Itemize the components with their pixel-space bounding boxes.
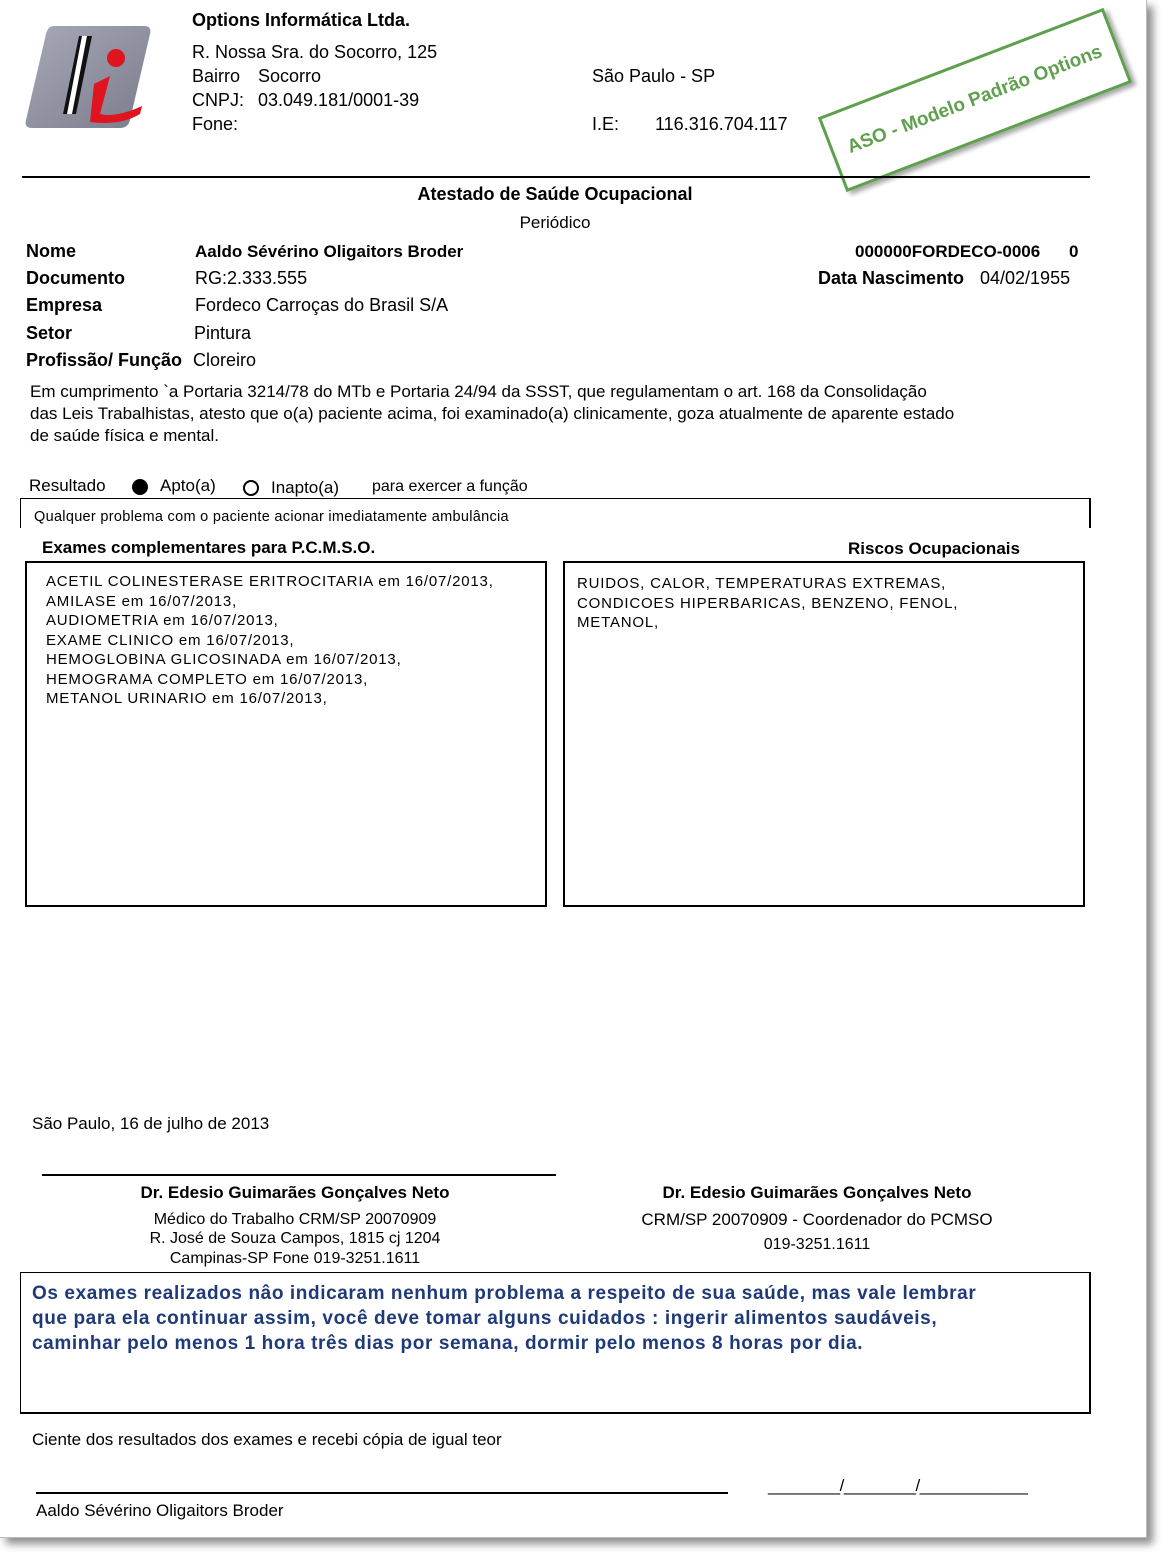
company-name: Options Informática Ltda. [192, 10, 411, 30]
legal-paragraph-line: das Leis Trabalhistas, atesto que o(a) paciente acima, foi examinado(a) clinicamente, goza atualmente de aparente estado [30, 404, 955, 423]
result-suffix: para exercer a função [372, 478, 528, 495]
note-text: Qualquer problema com o paciente acionar imediatamente ambulância [34, 509, 509, 525]
patient-signature-name: Aaldo Sévérino Oligaitors Broder [36, 1501, 284, 1520]
exam-item: EXAME CLINICO em 16/07/2013, [46, 631, 295, 649]
exam-item: AUDIOMETRIA em 16/07/2013, [46, 612, 279, 629]
doctor-right-line2: 019-3251.1611 [763, 1236, 871, 1253]
model-stamp [818, 8, 1132, 192]
bairro-value: Socorro [258, 66, 322, 86]
cnpj-label: CNPJ: [192, 90, 245, 110]
legal-paragraph [30, 381, 1070, 447]
company-city: São Paulo - SP [592, 66, 716, 86]
header-divider [22, 176, 1090, 178]
ie-value: 116.316.704.117 [655, 114, 788, 134]
apto-radio[interactable] [132, 479, 148, 495]
patient-signature-line [36, 1492, 728, 1494]
documento-label: Documento [26, 268, 125, 288]
exam-item: HEMOGLOBINA GLICOSINADA em 16/07/2013, [46, 651, 402, 668]
document-code: 000000FORDECO-0006 [855, 242, 1041, 261]
fone-label: Fone: [192, 114, 239, 134]
observation-text [32, 1281, 1072, 1356]
apto-label: Apto(a) [160, 476, 216, 495]
risks-title: Riscos Ocupacionais [848, 539, 1020, 558]
doctor-right-name: Dr. Edesio Guimarães Gonçalves Neto [662, 1183, 972, 1202]
resultado-label: Resultado [29, 476, 106, 495]
exam-item: ACETIL COLINESTERASE ERITROCITARIA em 16/07/2013, [46, 573, 494, 590]
date-blank: ________/________/____________ [768, 1476, 1028, 1495]
doctor-left-line3: Campinas-SP Fone 019-3251.1611 [169, 1250, 421, 1267]
setor-label: Setor [26, 323, 73, 343]
risks-list [577, 574, 958, 633]
risk-line: CONDICOES HIPERBARICAS, BENZENO, FENOL, [577, 594, 959, 612]
place-date: São Paulo, 16 de julho de 2013 [32, 1114, 270, 1133]
exam-item: AMILASE em 16/07/2013, [46, 592, 238, 610]
exam-item: METANOL URINARIO em 16/07/2013, [46, 690, 328, 707]
company-logo [24, 22, 154, 132]
cnpj-value: 03.049.181/0001-39 [258, 90, 420, 110]
doctor-left-line2: R. José de Souza Campos, 1815 cj 1204 [149, 1230, 441, 1247]
funcao-value: Cloreiro [193, 350, 257, 370]
nome-label: Nome [26, 241, 77, 261]
doctor-left-line1: Médico do Trabalho CRM/SP 20070909 [153, 1211, 437, 1228]
risk-line: METANOL, [577, 614, 659, 631]
bairro-label: Bairro [192, 66, 241, 86]
nascimento-value: 04/02/1955 [980, 268, 1071, 288]
document-subtitle: Periódico [519, 213, 591, 232]
ie-label: I.E: [592, 114, 620, 134]
legal-paragraph-line: de saúde física e mental. [30, 426, 220, 445]
observation-line: caminhar pelo menos 1 hora três dias por semana, dormir pelo menos 8 horas por dia. [32, 1333, 864, 1354]
stamp-text: ASO - Modelo Padrão Options [844, 41, 1106, 158]
document-title: Atestado de Saúde Ocupacional [417, 184, 693, 204]
document-code-suffix: 0 [1069, 242, 1079, 261]
empresa-label: Empresa [26, 295, 103, 315]
nome-value: Aaldo Sévérino Oligaitors Broder [195, 242, 464, 261]
exams-list [46, 572, 494, 709]
inapto-radio[interactable] [243, 480, 259, 496]
empresa-value: Fordeco Carroças do Brasil S/A [195, 295, 449, 315]
documento-value: RG:2.333.555 [195, 268, 308, 288]
legal-paragraph-line: Em cumprimento `a Portaria 3214/78 do MTb e Portaria 24/94 da SSST, que regulamentam o art. 168 da Consolidação [30, 382, 927, 401]
nascimento-label: Data Nascimento [818, 268, 965, 288]
doctor-right-line1: CRM/SP 20070909 - Coordenador do PCMSO [641, 1210, 993, 1229]
risk-line: RUIDOS, CALOR, TEMPERATURAS EXTREMAS, [577, 575, 947, 592]
company-address: R. Nossa Sra. do Socorro, 125 [192, 42, 438, 62]
observation-line: Os exames realizados nâo indicaram nenhum problema a respeito de sua saúde, mas vale lembrar [32, 1283, 977, 1304]
exam-item: HEMOGRAMA COMPLETO em 16/07/2013, [46, 670, 369, 688]
doctor-signature-line [42, 1174, 556, 1176]
observation-line: que para ela continuar assim, você deve tomar alguns cuidados : ingerir alimentos saudáveis, [32, 1308, 938, 1329]
funcao-label: Profissão/ Função [26, 350, 183, 370]
inapto-label: Inapto(a) [271, 478, 340, 497]
exams-title: Exames complementares para P.C.M.S.O. [42, 538, 376, 557]
doctor-left-name: Dr. Edesio Guimarães Gonçalves Neto [140, 1183, 450, 1202]
acknowledgement-text: Ciente dos resultados dos exames e recebi cópia de igual teor [32, 1430, 502, 1449]
setor-value: Pintura [194, 323, 252, 343]
